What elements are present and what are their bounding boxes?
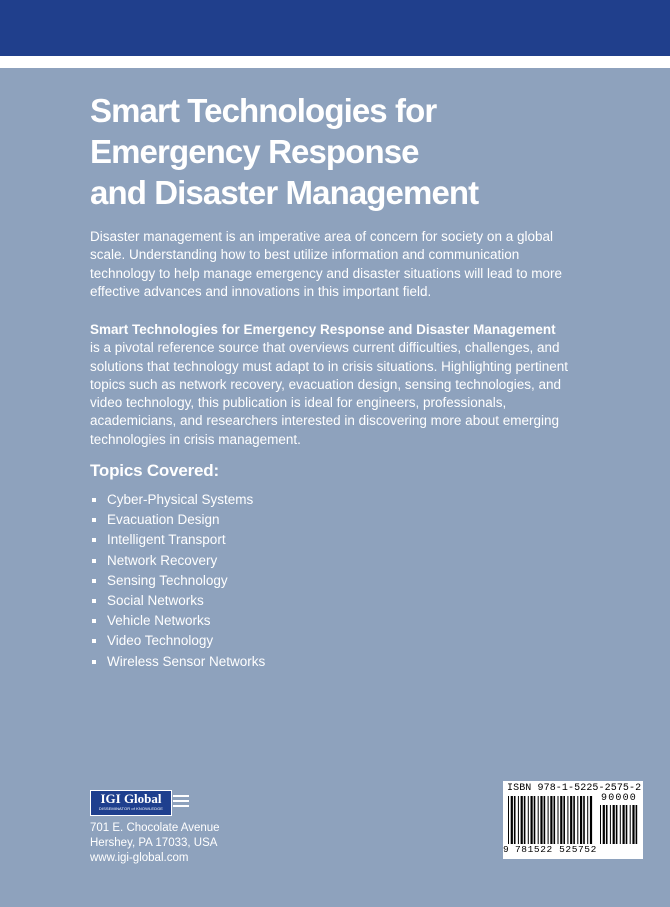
topic-label: Wireless Sensor Networks [107,653,266,669]
list-item [90,490,265,510]
barcode-lead-digit: 9 [503,844,509,855]
title-line-1: Smart Technologies for [90,92,437,129]
topic-label: Intelligent Transport [107,532,226,548]
list-item [90,631,265,651]
list-item [90,530,265,550]
list-item [90,591,265,611]
top-color-bar [0,0,670,56]
title-line-3: and Disaster Management [90,174,479,211]
summary-paragraph [90,321,585,449]
bullet-icon [92,498,96,502]
publisher-logo-name: IGI Global [100,791,162,806]
bullet-icon [92,579,96,583]
address-line-2: Hershey, PA 17033, USA [90,837,218,849]
publisher-logo [90,790,172,816]
bullet-icon [92,599,96,603]
topic-label: Sensing Technology [107,572,228,588]
bullet-icon [92,518,96,522]
summary-title: Smart Technologies for Emergency Response and Disaster Management [90,322,556,337]
logo-lines-icon [173,795,189,813]
topic-label: Social Networks [107,592,204,608]
topic-label: Network Recovery [107,552,218,568]
topic-label: Evacuation Design [107,512,220,528]
publisher-address [90,821,220,866]
barcode-main-digits: 781522 525752 [515,844,597,855]
list-item [90,571,265,591]
list-item [90,652,265,672]
summary-text: is a pivotal reference source that overviews current difficulties, challenges, and solutions that technology must adapt to in crisis situations. Highlighting pertinent topics such as network recovery, evacuation design, sensing technologies, and video technology, this publication is ideal for engineers, professionals, academicians, and researchers interested in discovering more about emerging technologies in crisis management. [90,340,569,447]
isbn-text: ISBN 978-1-5225-2575-2 [507,783,642,794]
bullet-icon [92,538,96,542]
description-paragraph: Disaster management is an imperative area of concern for society on a global scale. Understanding how to best utilize information and communication technology to help manage emergency and disaster situations will lead to more effective advances and innovations in this important field. [90,229,563,299]
topics-list [90,490,265,672]
addon-digits: 90000 [601,793,638,804]
white-stripe [0,56,670,68]
topic-label: Cyber-Physical Systems [107,492,254,507]
list-item [90,510,265,530]
bullet-icon [92,619,96,623]
publisher-website: www.igi-global.com [90,852,189,864]
bullet-icon [92,660,96,664]
topic-label: Vehicle Networks [107,613,211,629]
title-line-2: Emergency Response [90,133,419,170]
barcode-addon-bars-icon [600,805,640,844]
isbn-barcode [503,781,643,859]
book-title [90,90,610,213]
barcode-main-bars-icon [508,796,594,844]
address-line-1: 701 E. Chocolate Avenue [90,822,220,834]
list-item [90,611,265,631]
bullet-icon [92,639,96,643]
bullet-icon [92,559,96,563]
list-item [90,551,265,571]
publisher-logo-tagline: DISSEMINATOR of KNOWLEDGE [98,806,164,811]
topic-label: Video Technology [107,633,214,649]
topics-heading: Topics Covered: [90,461,219,480]
